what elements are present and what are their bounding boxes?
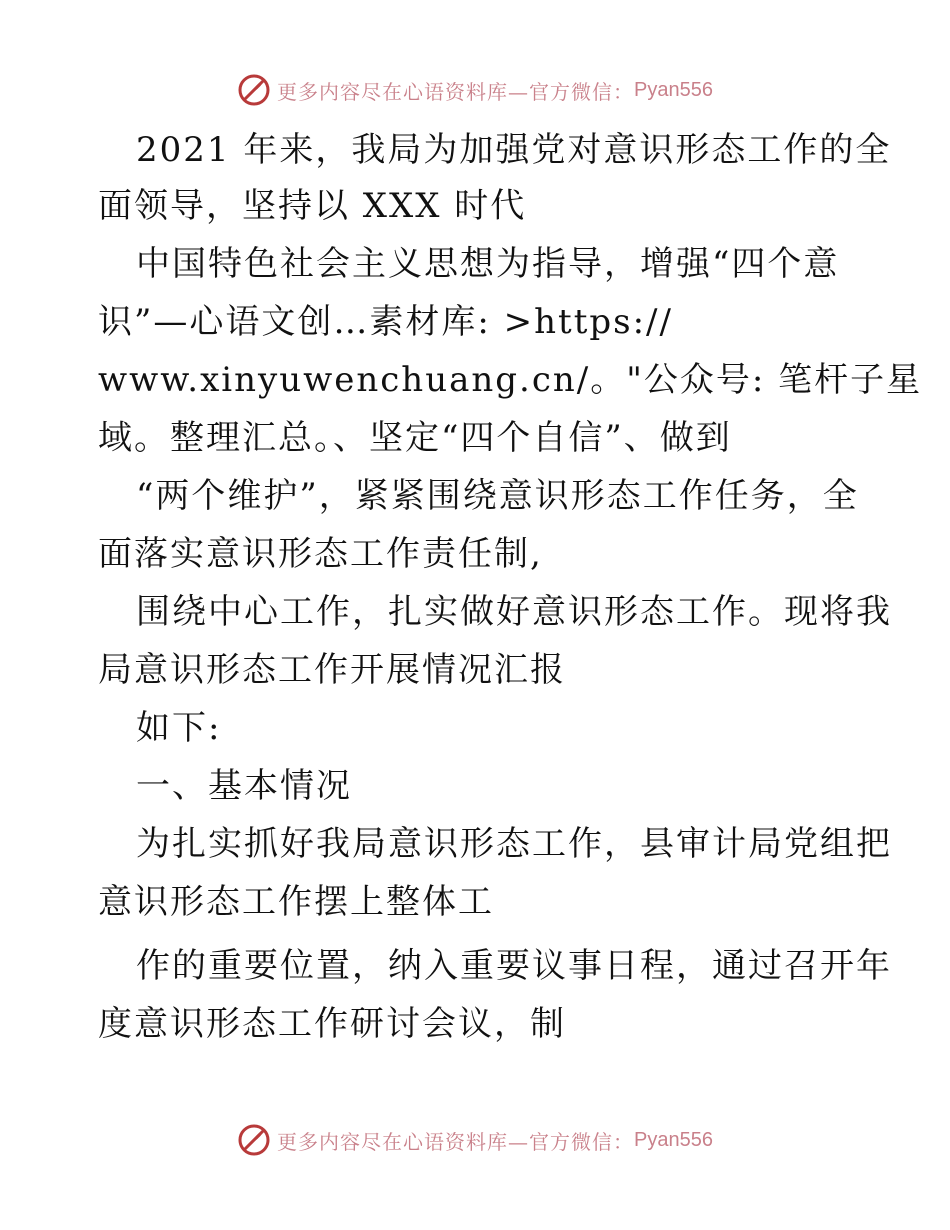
text-line: 面领导，坚持以 XXX 时代 xyxy=(98,186,527,226)
header-banner xyxy=(0,70,950,110)
text-line: 中国特色社会主义思想为指导，增强“四个意 xyxy=(136,244,840,284)
text-line: “两个维护”，紧紧围绕意识形态工作任务，全 xyxy=(136,476,859,516)
text-line: 域。整理汇总。、坚定“四个自信”、做到 xyxy=(98,418,732,458)
text-line: 识”—心语文创…素材库: >https:// xyxy=(98,302,673,342)
text-line: 局意识形态工作开展情况汇报 xyxy=(98,650,566,690)
text-line: 为扎实抓好我局意识形态工作，县审计局党组把 xyxy=(136,824,892,864)
footer-banner xyxy=(0,1120,950,1160)
quill-logo-icon xyxy=(237,1123,271,1157)
quill-logo-icon xyxy=(237,73,271,107)
text-line: 意识形态工作摆上整体工 xyxy=(98,882,494,922)
banner-text: 更多内容尽在心语资料库—官方微信： xyxy=(277,1129,635,1154)
text-line: 如下: xyxy=(136,708,222,748)
text-line: 度意识形态工作研讨会议，制 xyxy=(98,1004,566,1044)
section-heading: 一、基本情况 xyxy=(136,766,352,806)
wechat-id: Pyan556 xyxy=(634,1128,713,1151)
text-line: www.xinyuwenchuang.cn/。"公众号: 笔杆子星 xyxy=(98,360,923,400)
text-line: 面落实意识形态工作责任制, xyxy=(98,534,543,574)
text-line: 围绕中心工作，扎实做好意识形态工作。现将我 xyxy=(136,592,892,632)
text-line: 2021 年来，我局为加强党对意识形态工作的全 xyxy=(136,130,892,170)
wechat-id: Pyan556 xyxy=(634,78,713,101)
text-line: 作的重要位置，纳入重要议事日程，通过召开年 xyxy=(136,946,892,986)
banner-text: 更多内容尽在心语资料库—官方微信： xyxy=(277,79,635,104)
